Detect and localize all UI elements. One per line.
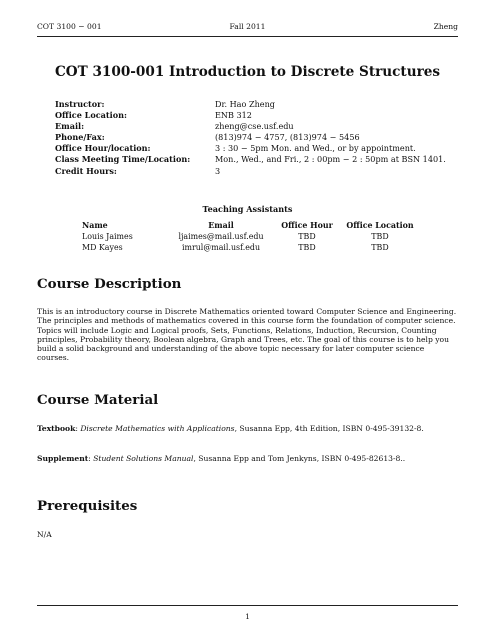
table-header-row	[82, 220, 422, 231]
info-label: Credit Hours:	[55, 165, 117, 176]
course-description-text	[37, 307, 458, 363]
info-value: zheng@cse.usf.edu	[215, 121, 294, 132]
info-value: ENB 312	[215, 110, 252, 121]
info-label: Phone/Fax:	[55, 132, 105, 143]
table-row	[82, 231, 422, 242]
info-label: Instructor:	[55, 99, 105, 109]
header-rule	[37, 36, 458, 37]
ta-office-location: TBD	[371, 243, 389, 253]
info-value: 3	[215, 165, 221, 176]
supplement-details: , Susanna Epp and Tom Jenkyns, ISBN 0-495-82613-8..	[193, 454, 406, 463]
ta-email: ljaimes@mail.usf.edu	[178, 232, 264, 242]
ta-office-hour: TBD	[298, 243, 316, 253]
column-header-office-location: Office Location	[346, 221, 414, 230]
description-paragraph: This is an introductory course in Discrete Mathematics oriented toward Computer Science and Engineering. The principles and methods of mathematics covered in this course form the foundation of computer science. Topics will include Logic and Logical proofs, Sets, Functions, Relations, Induction, Recursion, Counting principles, Probability theory, Boolean algebra, Graph and Trees, etc. The goal of this course is to help you build a solid background and understanding of the above topic necessary for later computer science courses.	[37, 307, 457, 363]
prerequisites-paragraph: N/A	[37, 530, 52, 539]
teaching-assistants-heading: Teaching Assistants	[202, 204, 293, 214]
column-header-name: Name	[82, 221, 108, 230]
info-value: (813)974 − 4757, (813)974 − 5456	[215, 132, 360, 143]
section-title-course-description: Course Description	[37, 276, 182, 292]
supplement-paragraph: Supplement: Student Solutions Manual, Susanna Epp and Tom Jenkyns, ISBN 0-495-82613-8..	[37, 454, 406, 463]
textbook-title: Discrete Mathematics with Applications	[80, 424, 235, 433]
supplement-label: Supplement	[37, 454, 89, 463]
info-label: Office Location:	[55, 110, 128, 121]
info-label: Class Meeting Time/Location:	[55, 154, 191, 165]
ta-office-location: TBD	[371, 232, 389, 242]
header-course: COT 3100 − 001	[37, 22, 102, 31]
info-label: Email:	[55, 121, 85, 132]
running-header	[37, 22, 458, 32]
supplement-title: Student Solutions Manual	[93, 454, 194, 463]
section-title-course-material: Course Material	[37, 392, 159, 408]
prerequisites-text	[37, 530, 458, 539]
info-value: 3 : 30 − 5pm Mon. and Wed., or by appointment.	[215, 143, 416, 154]
page-number: 1	[245, 612, 250, 621]
column-header-email: Email	[208, 221, 234, 230]
textbook-label: Textbook	[37, 424, 76, 433]
teaching-assistants-table	[82, 220, 422, 253]
section-title-prerequisites: Prerequisites	[37, 498, 138, 514]
info-label: Office Hour/location:	[55, 143, 151, 154]
table-row	[82, 242, 422, 253]
header-term: Fall 2011	[229, 22, 266, 31]
textbook-paragraph: Textbook: Discrete Mathematics with Applications, Susanna Epp, 4th Edition, ISBN 0-495-39132-8.	[37, 424, 424, 433]
ta-name: Louis Jaimes	[82, 232, 133, 242]
info-value: Mon., Wed., and Fri., 2 : 00pm − 2 : 50pm at BSN 1401.	[215, 154, 446, 165]
info-value: Dr. Hao Zheng	[215, 99, 275, 109]
column-header-office-hour: Office Hour	[281, 221, 333, 230]
ta-email: imrul@mail.usf.edu	[181, 243, 261, 253]
ta-name: MD Kayes	[82, 243, 123, 253]
textbook-details: , Susanna Epp, 4th Edition, ISBN 0-495-39132-8.	[234, 424, 424, 433]
document-title: COT 3100-001 Introduction to Discrete Structures	[54, 64, 441, 80]
textbook-entry	[37, 424, 458, 433]
header-instructor: Zheng	[433, 22, 458, 31]
footer-rule	[37, 605, 458, 606]
ta-office-hour: TBD	[298, 232, 316, 242]
supplement-entry	[37, 454, 458, 463]
